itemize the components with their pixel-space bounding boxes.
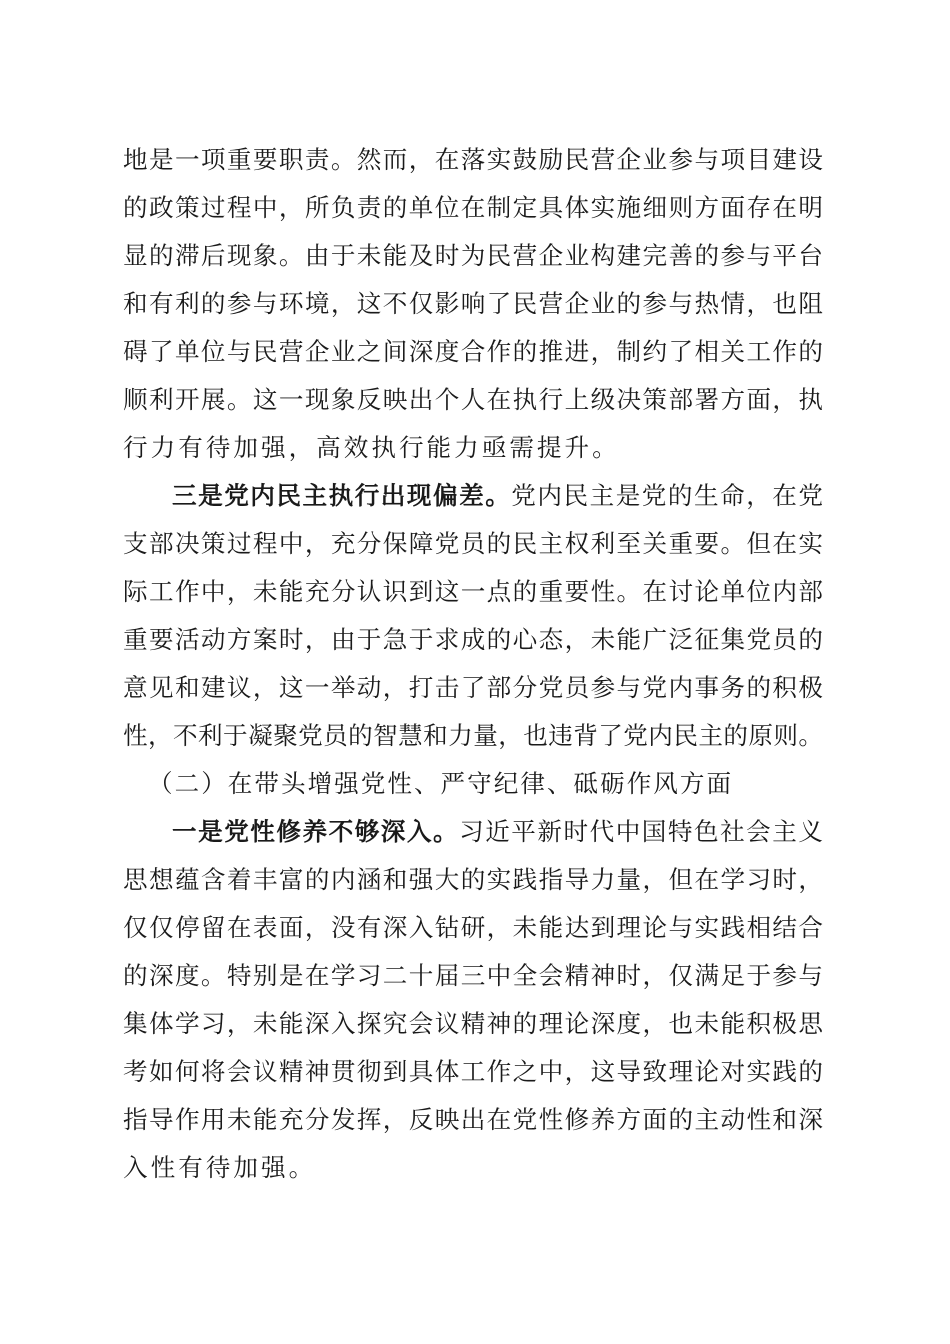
text-line: 碍了单位与民营企业之间深度合作的推进，制约了相关工作的 (123, 337, 823, 366)
text-line: 指导作用未能充分发挥，反映出在党性修养方面的主动性和深 (123, 1105, 823, 1134)
paragraph-lead-in: 三是党内民主执行出现偏差。 (172, 481, 512, 510)
paragraph-lead-in: 一是党性修养不够深入。 (172, 817, 460, 846)
text-line: 入性有待加强。 (123, 1153, 317, 1182)
text-line: 际工作中，未能充分认识到这一点的重要性。在讨论单位内部 (123, 577, 823, 606)
text-line: 思想蕴含着丰富的内涵和强大的实践指导力量，但在学习时， (123, 865, 823, 894)
text-line: 支部决策过程中，充分保障党员的民主权利至关重要。但在实 (123, 529, 823, 558)
text-line: 顺利开展。这一现象反映出个人在执行上级决策部署方面，执 (123, 385, 823, 414)
text-line: 意见和建议，这一举动，打击了部分党员参与党内事务的积极 (123, 673, 823, 702)
paragraph-first-line (172, 478, 823, 514)
text-line: 性，不利于凝聚党员的智慧和力量，也违背了党内民主的原则。 (123, 721, 823, 750)
text-line: 行力有待加强，高效执行能力亟需提升。 (123, 433, 620, 462)
section-heading: （二）在带头增强党性、严守纪律、砥砺作风方面 (148, 769, 734, 798)
text-run: 党内民主是党的生命，在党 (511, 481, 823, 510)
text-line: 和有利的参与环境，这不仅影响了民营企业的参与热情，也阻 (123, 289, 823, 318)
text-line: 仅仅停留在表面，没有深入钻研，未能达到理论与实践相结合 (123, 913, 823, 942)
text-run: 习近平新时代中国特色社会主义 (459, 817, 823, 846)
text-line: 重要活动方案时，由于急于求成的心态，未能广泛征集党员的 (123, 625, 823, 654)
text-line: 的政策过程中，所负责的单位在制定具体实施细则方面存在明 (123, 193, 823, 222)
text-line: 显的滞后现象。由于未能及时为民营企业构建完善的参与平台 (123, 241, 823, 270)
text-line: 考如何将会议精神贯彻到具体工作之中，这导致理论对实践的 (123, 1057, 823, 1086)
text-line: 的深度。特别是在学习二十届三中全会精神时，仅满足于参与 (123, 961, 823, 990)
text-line: 地是一项重要职责。然而，在落实鼓励民营企业参与项目建设 (123, 145, 823, 174)
paragraph-first-line (172, 814, 823, 850)
text-line: 集体学习，未能深入探究会议精神的理论深度，也未能积极思 (123, 1009, 823, 1038)
